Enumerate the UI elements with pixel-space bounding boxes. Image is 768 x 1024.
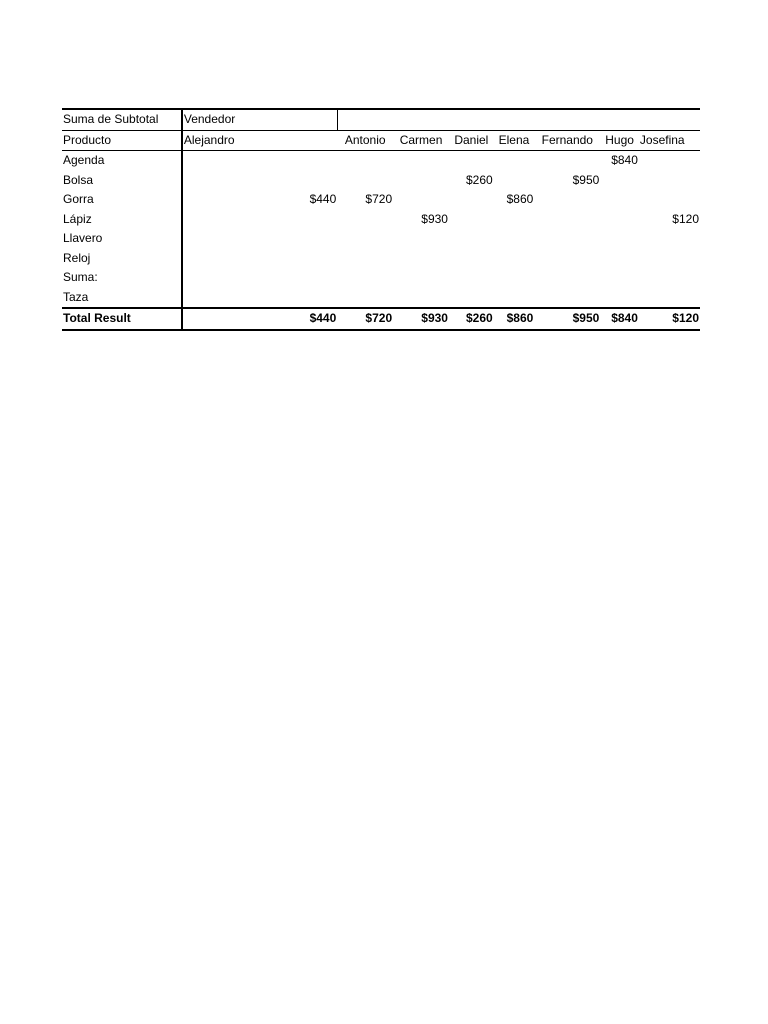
value-cell-hugo[interactable]: $840	[611, 153, 638, 168]
value-cell-elena[interactable]	[494, 268, 535, 288]
value-cell-josefina[interactable]	[639, 171, 700, 191]
value-cell-antonio[interactable]	[337, 151, 393, 171]
pivot-total-row	[62, 308, 700, 330]
column-field-spacer	[337, 109, 700, 130]
value-cell-carmen[interactable]	[393, 288, 449, 309]
value-cell-daniel[interactable]	[449, 190, 494, 210]
pivot-table	[62, 108, 700, 331]
column-header-fernando[interactable]: Fernando	[534, 130, 600, 151]
total-value-cell-fernando[interactable]: $950	[534, 308, 600, 330]
value-cell-elena[interactable]	[494, 288, 535, 309]
value-cell-alejandro[interactable]: $440	[182, 190, 337, 210]
value-cell-fernando[interactable]	[534, 190, 600, 210]
pivot-row-reloj	[62, 249, 700, 269]
pivot-row-llavero	[62, 229, 700, 249]
value-cell-alejandro[interactable]	[182, 171, 337, 191]
pivot-row-bolsa	[62, 171, 700, 191]
value-cell-antonio[interactable]	[337, 171, 393, 191]
total-value-cell-alejandro[interactable]: $440	[182, 308, 337, 330]
value-cell-elena[interactable]	[494, 151, 535, 171]
value-cell-josefina[interactable]	[639, 229, 700, 249]
value-cell-carmen[interactable]: $930	[421, 211, 448, 226]
value-cell-elena[interactable]	[494, 210, 535, 230]
value-cell-carmen[interactable]	[393, 190, 449, 210]
value-cell-antonio[interactable]	[337, 288, 393, 309]
value-cell-josefina[interactable]	[639, 268, 700, 288]
value-cell-alejandro[interactable]	[182, 210, 337, 230]
row-field-cell[interactable]: Producto	[62, 130, 182, 151]
value-cell-fernando[interactable]	[534, 210, 600, 230]
total-label-cell[interactable]: Total Result	[62, 308, 182, 330]
column-header-daniel[interactable]: Daniel	[449, 130, 494, 151]
total-value-cell-daniel[interactable]: $260	[449, 308, 494, 330]
value-cell-alejandro[interactable]	[182, 229, 337, 249]
value-cell-carmen[interactable]	[393, 229, 449, 249]
pivot-row-taza	[62, 288, 700, 309]
column-header-antonio[interactable]: Antonio	[337, 130, 393, 151]
value-cell-elena[interactable]	[494, 171, 535, 191]
value-cell-fernando[interactable]	[534, 288, 600, 309]
value-cell-daniel[interactable]: $260	[465, 172, 493, 187]
value-cell-daniel[interactable]	[449, 288, 494, 309]
pivot-row-agenda	[62, 151, 700, 171]
value-cell-elena[interactable]	[494, 229, 535, 249]
value-cell-alejandro[interactable]	[182, 151, 337, 171]
total-value-cell-carmen[interactable]: $930	[393, 308, 449, 330]
value-cell-fernando[interactable]: $950	[572, 172, 600, 187]
value-cell-josefina[interactable]	[639, 288, 700, 309]
row-label-cell[interactable]: Taza	[63, 289, 89, 304]
value-cell-antonio[interactable]	[337, 249, 393, 269]
pivot-row-lapiz	[62, 210, 700, 230]
value-cell-daniel[interactable]	[449, 210, 494, 230]
column-header-alejandro[interactable]: Alejandro	[182, 130, 337, 151]
total-value-cell-antonio[interactable]: $720	[337, 308, 393, 330]
value-cell-carmen[interactable]	[393, 268, 449, 288]
value-cell-daniel[interactable]	[449, 268, 494, 288]
value-cell-fernando[interactable]	[534, 249, 600, 269]
value-cell-hugo[interactable]	[600, 210, 639, 230]
value-cell-alejandro[interactable]	[182, 288, 337, 309]
pivot-table-sheet	[62, 108, 700, 331]
value-cell-hugo[interactable]	[600, 268, 639, 288]
value-cell-daniel[interactable]	[449, 151, 494, 171]
value-cell-hugo[interactable]	[600, 190, 639, 210]
value-cell-fernando[interactable]	[534, 268, 600, 288]
value-cell-fernando[interactable]	[534, 151, 600, 171]
value-cell-josefina[interactable]	[639, 190, 700, 210]
value-cell-hugo[interactable]	[600, 171, 639, 191]
total-value-cell-elena[interactable]: $860	[494, 308, 535, 330]
row-label-cell[interactable]: Bolsa	[63, 172, 94, 187]
value-cell-carmen[interactable]	[393, 249, 449, 269]
row-label-cell[interactable]: Agenda	[63, 153, 105, 168]
pivot-header-row-columns	[62, 130, 700, 151]
value-cell-josefina[interactable]	[639, 249, 700, 269]
value-cell-hugo[interactable]	[600, 229, 639, 249]
row-label-cell[interactable]: Gorra	[63, 192, 94, 207]
value-cell-antonio[interactable]	[337, 268, 393, 288]
total-value-cell-hugo[interactable]: $840	[600, 308, 639, 330]
value-cell-elena[interactable]: $860	[506, 192, 534, 207]
value-cell-alejandro[interactable]	[182, 249, 337, 269]
value-cell-hugo[interactable]	[600, 249, 639, 269]
value-cell-alejandro[interactable]	[182, 268, 337, 288]
pivot-header-row-field	[62, 109, 700, 130]
column-field-cell[interactable]: Vendedor	[182, 109, 337, 130]
corner-label-cell[interactable]: Suma de Subtotal	[62, 109, 182, 130]
row-label-cell[interactable]: Reloj	[63, 250, 91, 265]
row-label-cell[interactable]: Llavero	[63, 231, 103, 246]
value-cell-carmen[interactable]	[393, 171, 449, 191]
column-header-carmen[interactable]: Carmen	[393, 130, 449, 151]
column-header-josefina[interactable]: Josefina	[639, 130, 700, 151]
value-cell-daniel[interactable]	[449, 249, 494, 269]
pivot-row-gorra	[62, 190, 700, 210]
value-cell-antonio[interactable]	[337, 210, 393, 230]
value-cell-hugo[interactable]	[600, 288, 639, 309]
column-header-hugo[interactable]: Hugo	[600, 130, 639, 151]
value-cell-antonio[interactable]: $720	[365, 192, 393, 207]
value-cell-fernando[interactable]	[534, 229, 600, 249]
value-cell-josefina[interactable]: $120	[672, 211, 699, 226]
value-cell-antonio[interactable]	[337, 229, 393, 249]
row-label-cell[interactable]: Lápiz	[63, 211, 92, 226]
value-cell-daniel[interactable]	[449, 229, 494, 249]
value-cell-elena[interactable]	[494, 249, 535, 269]
column-header-elena[interactable]: Elena	[494, 130, 535, 151]
total-value-cell-josefina[interactable]: $120	[639, 308, 700, 330]
pivot-row-suma	[62, 268, 700, 288]
value-cell-josefina[interactable]	[639, 151, 700, 171]
row-label-cell[interactable]: Suma:	[63, 270, 98, 285]
value-cell-carmen[interactable]	[393, 151, 449, 171]
